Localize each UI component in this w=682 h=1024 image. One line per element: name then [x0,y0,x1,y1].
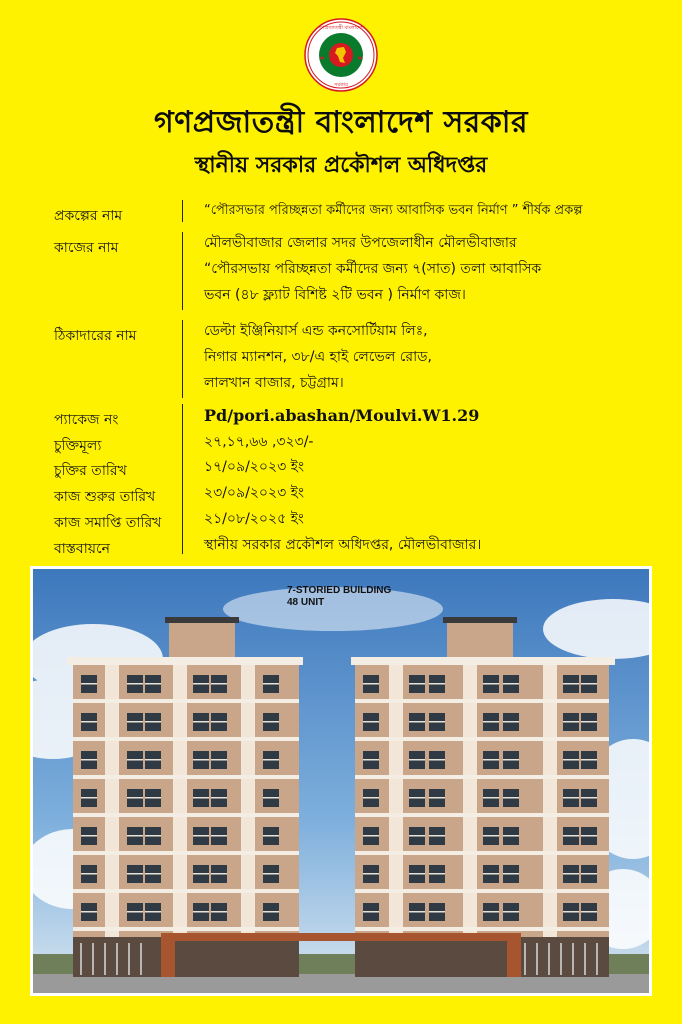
window-mullion [363,873,379,875]
window-mullion [409,721,425,723]
window-mullion [483,835,499,837]
window-mullion [581,835,597,837]
window-mullion [211,797,227,799]
window-mullion [409,911,425,913]
window-mullion [429,759,445,761]
window-mullion [263,759,279,761]
window-mullion [581,683,597,685]
floor-slab [73,927,299,931]
window-mullion [81,721,97,723]
window-mullion [483,873,499,875]
window-mullion [483,797,499,799]
window-mullion [127,683,143,685]
window-mullion [363,911,379,913]
page-subtitle: স্থানীয় সরকার প্রকৌশল অধিদপ্তর [194,153,488,178]
package-label: প্যাকেজ নং [54,412,119,428]
window-mullion [193,683,209,685]
floor-slab [355,889,609,893]
government-seal [304,18,378,92]
window-mullion [193,721,209,723]
window-mullion [429,721,445,723]
window-mullion [263,873,279,875]
divider [182,320,183,398]
floor-slab [355,775,609,779]
window-mullion [263,721,279,723]
page-title: গণপ্রজাতন্ত্রী বাংলাদেশ সরকার [154,105,528,140]
window-mullion [581,759,597,761]
window-mullion [563,721,579,723]
floor-slab [355,699,609,703]
svg-text:সরকার: সরকার [334,82,348,88]
window-mullion [211,835,227,837]
window-mullion [263,797,279,799]
window-mullion [503,721,519,723]
floor-slab [355,851,609,855]
window-mullion [503,873,519,875]
contractor-value [204,318,432,396]
window-mullion [193,911,209,913]
work-line: “পৌরসভায় পরিচ্ছন্নতা কর্মীদের জন্য ৭(সাত) তলা আবাসিক [204,261,542,277]
window-mullion [145,683,161,685]
window-mullion [483,721,499,723]
window-mullion [145,911,161,913]
window-mullion [429,797,445,799]
caption-line: 7-STORIED BUILDING [287,585,392,596]
window-mullion [263,911,279,913]
window-mullion [563,911,579,913]
window-mullion [409,797,425,799]
window-mullion [409,835,425,837]
window-mullion [81,759,97,761]
floor-slab [73,889,299,893]
window-mullion [503,911,519,913]
window-mullion [581,721,597,723]
floor-slab [73,813,299,817]
contractor-label: ঠিকাদারের নাম [54,328,137,344]
window-mullion [127,759,143,761]
window-mullion [263,835,279,837]
window-mullion [81,797,97,799]
floor-slab [355,737,609,741]
window-mullion [81,835,97,837]
project-label: প্রকল্পের নাম [54,208,123,224]
window-mullion [503,835,519,837]
divider [182,404,183,554]
window-mullion [127,873,143,875]
window-mullion [81,911,97,913]
work-value [204,230,541,308]
window-mullion [211,911,227,913]
work-label: কাজের নাম [54,240,119,256]
window-mullion [211,873,227,875]
window-mullion [563,835,579,837]
window-mullion [581,873,597,875]
floor-slab [73,699,299,703]
window-mullion [429,835,445,837]
window-mullion [211,759,227,761]
window-mullion [563,873,579,875]
window-mullion [145,835,161,837]
window-mullion [563,797,579,799]
window-mullion [409,683,425,685]
window-mullion [127,797,143,799]
window-mullion [503,759,519,761]
window-mullion [363,683,379,685]
floor-slab [73,775,299,779]
contractor-line: লালখান বাজার, চট্টগ্রাম। [204,375,344,391]
floor-slab [73,737,299,741]
window-mullion [503,683,519,685]
building-rendering [30,566,652,996]
window-mullion [563,683,579,685]
window-mullion [81,683,97,685]
window-mullion [429,873,445,875]
start-date-value: ২৩/০৯/২০২৩ ইং [204,485,304,501]
caption-line: 48 UNIT [287,597,325,608]
contract-date-value: ১৭/০৯/২০২৩ ইং [204,459,304,475]
building-illustration [33,569,649,993]
start-date-label: কাজ শুরুর তারিখ [54,489,156,505]
window-mullion [363,721,379,723]
work-line: মৌলভীবাজার জেলার সদর উপজেলাধীন মৌলভীবাজার [204,235,517,251]
window-mullion [81,873,97,875]
project-value: “পৌরসভার পরিচ্ছন্নতা কর্মীদের জন্য আবাসিক ভবন নির্মাণ ” শীর্ষক প্রকল্প [204,203,583,218]
contract-date-label: চুক্তির তারিখ [54,463,127,479]
window-mullion [127,721,143,723]
divider [182,232,183,310]
implementer-label: বাস্তবায়নে [54,541,110,557]
window-mullion [429,911,445,913]
implementer-value: স্থানীয় সরকার প্রকৌশল অধিদপ্তর, মৌলভীবাজার। [204,537,482,553]
floor-slab [73,851,299,855]
window-mullion [409,873,425,875]
contractor-line: নিগার ম্যানশন, ৩৮/এ হাই লেভেল রোড, [204,349,432,365]
window-mullion [193,873,209,875]
window-mullion [483,683,499,685]
window-mullion [193,835,209,837]
package-value: Pd/pori.abashan/Moulvi.W1.29 [204,406,480,425]
window-mullion [503,797,519,799]
window-mullion [363,797,379,799]
window-mullion [193,797,209,799]
work-line: ভবন (৪৮ ফ্ল্যাট বিশিষ্ট ২টি ভবন ) নির্মাণ কাজ। [204,287,466,303]
window-mullion [263,683,279,685]
amount-label: চুক্তিমূল্য [54,438,102,454]
window-mullion [211,721,227,723]
divider [182,200,183,222]
window-mullion [581,911,597,913]
window-mullion [145,873,161,875]
contractor-line: ডেল্টা ইঞ্জিনিয়ার্স এন্ড কনসোর্টিয়াম লিঃ, [204,323,428,339]
floor-slab [355,813,609,817]
window-mullion [581,797,597,799]
amount-value: ২৭,১৭,৬৬ ,৩২৩/- [204,434,314,450]
building-caption [287,585,391,609]
window-mullion [145,759,161,761]
end-date-label: কাজ সমাপ্তি তারিখ [54,515,162,531]
floor-slab [355,927,609,931]
end-date-value: ২১/০৮/২০২৫ ইং [204,511,304,527]
window-mullion [563,759,579,761]
window-mullion [127,835,143,837]
window-mullion [483,911,499,913]
window-mullion [211,683,227,685]
window-mullion [145,797,161,799]
window-mullion [409,759,425,761]
window-mullion [193,759,209,761]
window-mullion [145,721,161,723]
svg-text:গণপ্রজাতন্ত্রী বাংলাদেশ: গণপ্রজাতন্ত্রী বাংলাদেশ [318,25,364,31]
window-mullion [429,683,445,685]
window-mullion [363,759,379,761]
window-mullion [483,759,499,761]
window-mullion [127,911,143,913]
window-mullion [363,835,379,837]
